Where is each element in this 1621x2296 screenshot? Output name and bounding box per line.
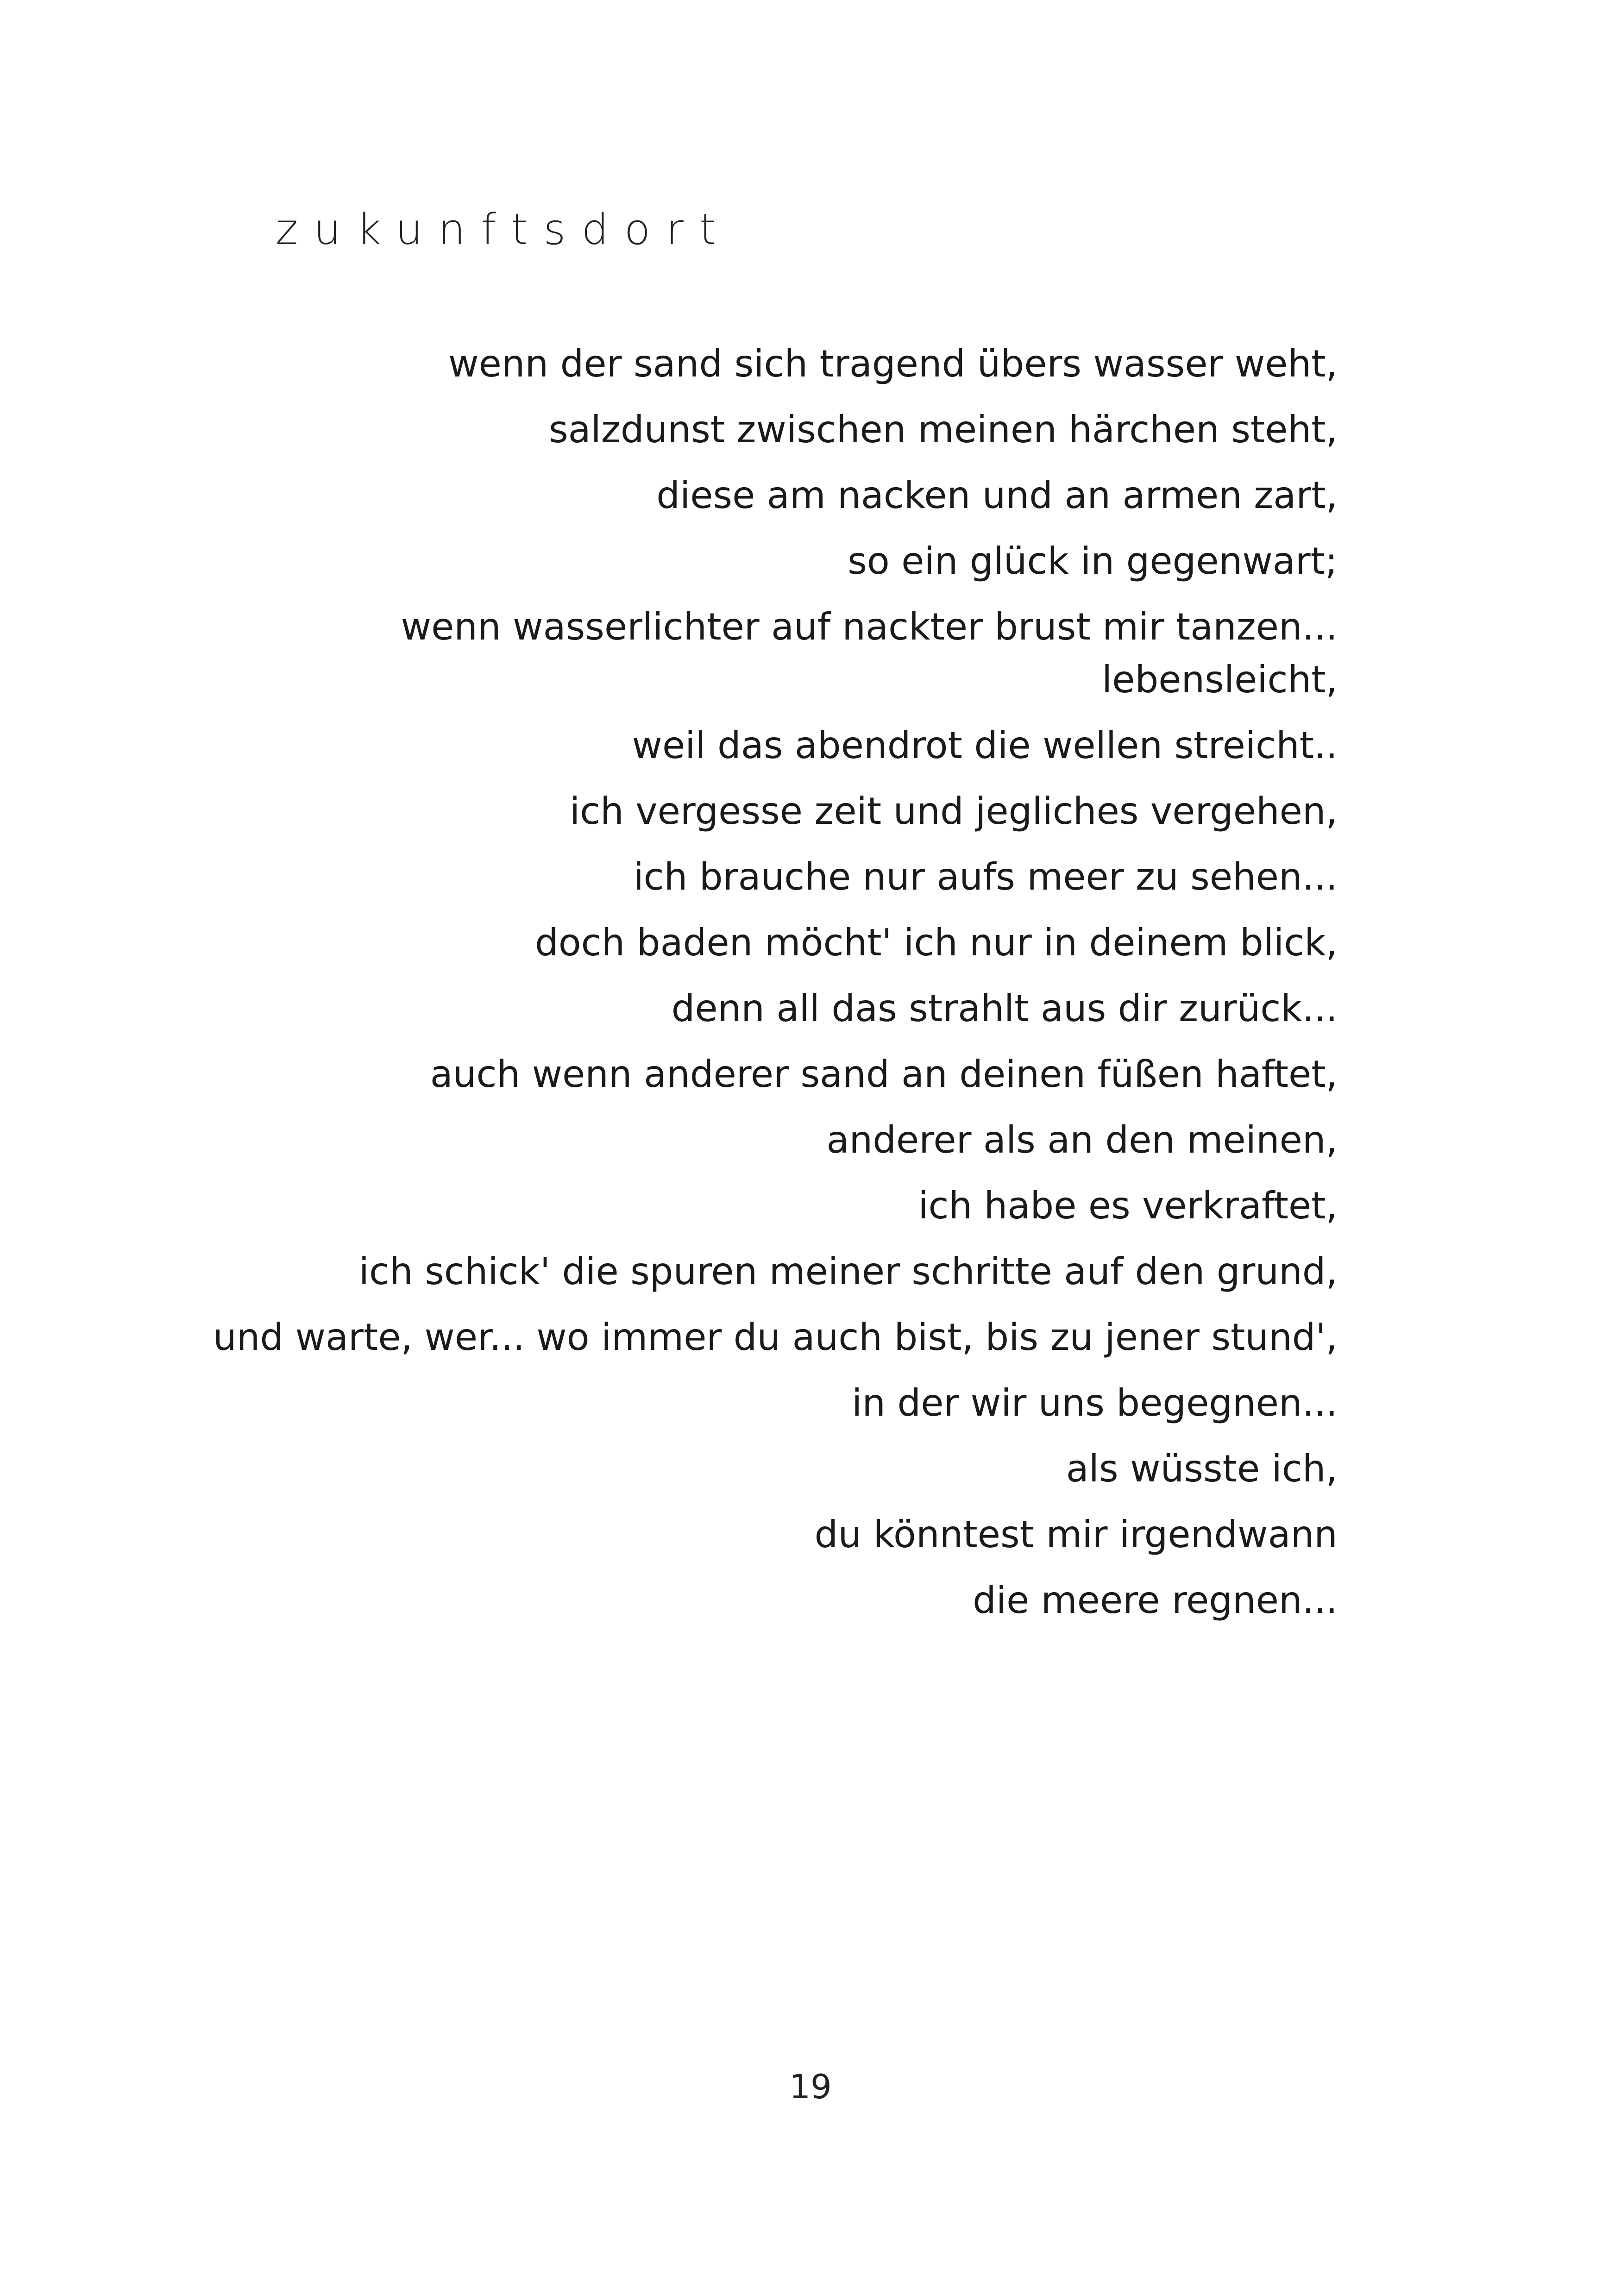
poem-line: doch baden möcht' ich nur in deinem blick, xyxy=(534,921,1338,964)
poem-line: ich vergesse zeit und jegliches vergehen, xyxy=(569,790,1338,833)
poem-line: so ein glück in gegenwart; xyxy=(848,539,1338,583)
poem-line: als wüsste ich, xyxy=(1066,1447,1338,1490)
poem-line: ich schick' die spuren meiner schritte auf den grund, xyxy=(358,1250,1338,1293)
poem-line: weil das abendrot die wellen streicht.. xyxy=(632,724,1338,767)
poem-line: wenn der sand sich tragend übers wasser weht, xyxy=(448,342,1338,385)
poem-line: salzdunst zwischen meinen härchen steht, xyxy=(548,408,1338,451)
poem-line: ich habe es verkraftet, xyxy=(918,1184,1338,1227)
poem-line: lebensleicht, xyxy=(1102,658,1338,701)
page-number: 19 xyxy=(789,2067,832,2106)
poem-line: denn all das strahlt aus dir zurück... xyxy=(671,987,1338,1030)
poem-line: anderer als an den meinen, xyxy=(826,1118,1338,1161)
poem-line: in der wir uns begegnen... xyxy=(852,1381,1338,1424)
poem-line: du könntest mir irgendwann xyxy=(814,1513,1338,1556)
poem-line: wenn wasserlichter auf nackter brust mir tanzen... xyxy=(401,605,1338,648)
poem-line: ich brauche nur aufs meer zu sehen... xyxy=(633,855,1338,898)
poem-line: und warte, wer... wo immer du auch bist, bis zu jener stund', xyxy=(213,1316,1338,1359)
poem-body xyxy=(0,331,1338,1633)
poem-line: diese am nacken und an armen zart, xyxy=(656,474,1338,517)
poem-title: zukunftsdort xyxy=(276,205,732,254)
poem-line: auch wenn anderer sand an deinen füßen haftet, xyxy=(430,1053,1338,1096)
poem-line: die meere regnen... xyxy=(973,1579,1338,1622)
